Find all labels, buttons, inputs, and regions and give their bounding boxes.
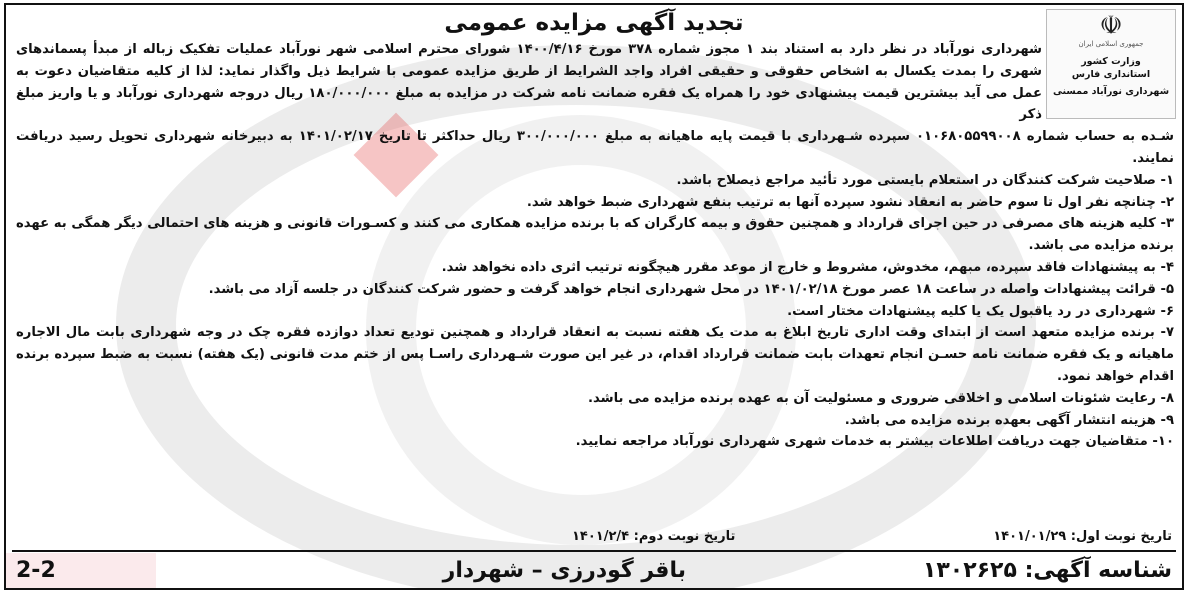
condition-item: ۳- کلیه هزینه های مصرفی در حین اجرای قرارداد و همچنین حقوق و بیمه کارگران که با برنده مزایده همکاری می کنند و کسـورات قانونی و هزینه های احتمالی دیگر همگی به عهده برنده مزایده می باشد. <box>16 216 1174 254</box>
ad-code: 2-2 <box>16 557 56 583</box>
logo-country-text: جمهوری اسلامی ایران <box>1078 40 1144 48</box>
condition-item: ۸- رعایت شئونات اسلامی و اخلاقی ضروری و مسئولیت آن به عهده برنده مزایده می باشد. <box>587 390 1174 406</box>
logo-governorate: استانداری فارس <box>1071 69 1151 80</box>
second-publication-date: تاریخ نوبت دوم: ۱۴۰۱/۲/۴ <box>572 529 736 544</box>
condition-item: ۹- هزینه انتشار آگهی بعهده برنده مزایده می باشد. <box>844 412 1174 428</box>
notice-title: تجدید آگهی مزایده عمومی <box>444 10 744 36</box>
condition-item: ۴- به پیشنهادات فاقد سپرده، مبهم، مخدوش، مشروط و خارج از موعد مقرر هیچگونه ترتیب اثری داده نخواهد شد. <box>441 259 1174 275</box>
first-publication-date: تاریخ نوبت اول: ۱۴۰۱/۰۱/۲۹ <box>993 529 1172 544</box>
signer-name: باقر گودرزی – شهردار <box>442 557 686 583</box>
notice-footer <box>16 553 1172 587</box>
condition-item: ۶- شهرداری در رد یاقبول یک یا کلیه پیشنهادات مختار است. <box>787 303 1174 319</box>
condition-item: ۱- صلاحیت شرکت کنندگان در استعلام بایستی مورد تأئید مراجع ذیصلاح باشد. <box>676 172 1174 188</box>
condition-item: ۷- برنده مزایده متعهد است از ابتدای وقت اداری تاریخ ابلاغ به مدت یک هفته نسبت به انعقاد قرارداد و همچنین تودیع تعداد دوازده فقره چک در وجه شهرداری بابت مال الاجاره ماهیانه و یک فقره ضمانت نامه حسـن انجام تعهدات بابت ضمانت قرارداد اقدام، در غیر این صورت شـهرداری راسـا پس از ختم مدت قانونی (یک هفته) نسبت به ضبط سپرده برنده اقدام خواهد نمود. <box>16 325 1174 384</box>
publication-dates <box>572 527 1172 547</box>
condition-item: ۱۰- متقاضیان جهت دریافت اطلاعات بیشتر به خدمات شهری شهرداری نورآباد مراجعه نمایید. <box>575 434 1174 450</box>
ad-id: شناسه آگهی: ۱۳۰۲۶۲۵ <box>922 557 1172 583</box>
notice-body <box>16 39 1174 453</box>
emblem-icon: ☫ <box>1099 11 1123 41</box>
intro-paragraph-continued: شـده به حساب شماره ۰۱۰۶۸۰۵۵۹۹۰۰۸ سپرده شـهرداری با قیمت پایه ماهیانه به مبلغ ۳۰۰/۰۰۰/۰۰۰ ریال حداکثر تا تاریخ ۱۴۰۱/۰۲/۱۷ به دبیرخانه شهرداری تحویل رسید دریافت نمایند. <box>16 129 1174 166</box>
logo-ministry: وزارت کشور <box>1081 56 1141 67</box>
notice-frame <box>4 3 1184 590</box>
logo-municipality: شهرداری نورآباد ممسنی <box>1052 86 1170 97</box>
condition-item: ۲- چنانچه نفر اول تا سوم حاضر به انعقاد نشود سپرده آنها به ترتیب بنفع شهرداری ضبط خواهد شد. <box>526 194 1174 210</box>
intro-paragraph: شهرداری نورآباد در نظر دارد به استناد بند ۱ مجوز شماره ۳۷۸ مورخ ۱۴۰۰/۴/۱۶ شورای محترم اسلامی شهر نورآباد عملیات تفکیک زباله از مبدأ پسماندهای شهری را بمدت یکسال به اشخاص حقوقی و حقیقی افراد واجد الشرایط از طریق مزایده عمومی با شرایط ذیل واگذار نماید: لذا از کلیه متقاضیان دعوت به عمل می آید بیشترین قیمت پیشنهادی خود را همراه یک فقره ضمانت نامه شرکت در مزایده به مبلغ ۱۸۰/۰۰۰/۰۰۰ ریال دروجه شهرداری نورآباد و یا واریز مبلغ ذکر <box>16 42 1043 123</box>
condition-item: ۵- قرائت پیشنهادات واصله در ساعت ۱۸ عصر مورخ ۱۴۰۱/۰۲/۱۸ در محل شهرداری انجام خواهد گرفت و حضور شرکت کنندگان در جلسه آزاد می باشد. <box>208 281 1174 297</box>
footer-divider <box>12 550 1176 552</box>
